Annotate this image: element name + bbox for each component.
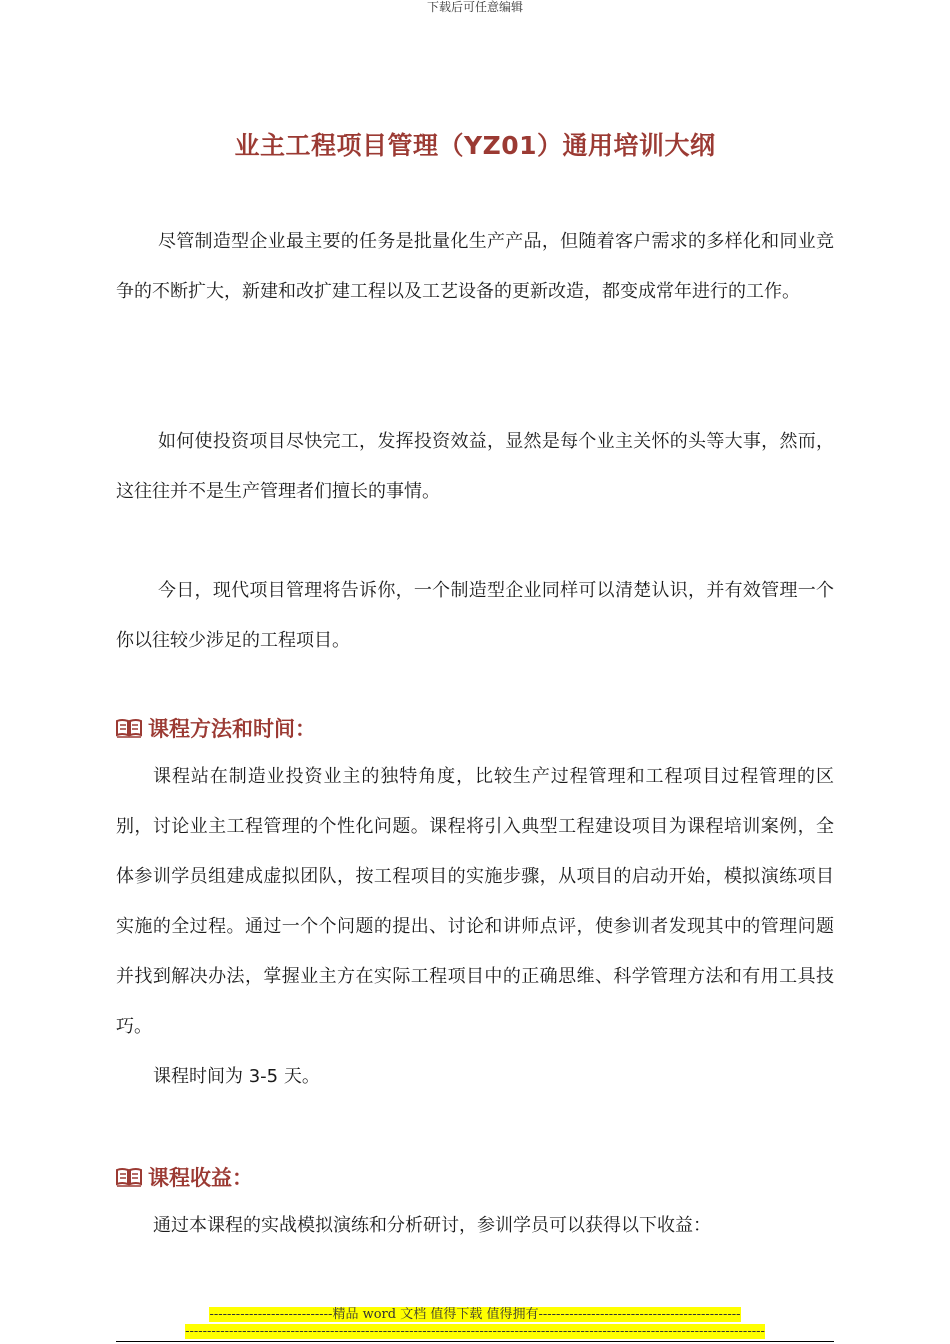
duration-paragraph: 课程时间为 3-5 天。 bbox=[153, 1066, 320, 1087]
section-heading-method bbox=[116, 713, 316, 743]
footer-banner-dashes: ------------------------------------------------------------------------------------------------------------------------------------ bbox=[185, 1324, 765, 1339]
open-book-icon bbox=[116, 718, 142, 738]
intro-paragraph-2: 如何使投资项目尽快完工，发挥投资效益，显然是每个业主关怀的头等大事，然而，这往往并不是生产管理者们擅长的事情。 bbox=[116, 431, 834, 502]
footer-banner-line-2 bbox=[0, 1324, 950, 1340]
section-heading-benefits bbox=[116, 1162, 253, 1192]
section-heading-label: 课程收益： bbox=[148, 1166, 253, 1190]
benefits-paragraph: 通过本课程的实战模拟演练和分析研讨，参训学员可以获得以下收益： bbox=[153, 1215, 711, 1236]
footer-rule bbox=[116, 1341, 834, 1342]
open-book-icon bbox=[116, 1167, 142, 1187]
header-note: 下载后可任意编辑 bbox=[426, 0, 523, 14]
intro-paragraph-1: 尽管制造型企业最主要的任务是批量化生产产品，但随着客户需求的多样化和同业竞争的不断扩大，新建和改扩建工程以及工艺设备的更新改造，都变成常年进行的工作。 bbox=[116, 231, 834, 302]
document-title: 业主工程项目管理（YZ01）通用培训大纲 bbox=[234, 131, 716, 160]
method-paragraph: 课程站在制造业投资业主的独特角度，比较生产过程管理和工程项目过程管理的区别，讨论业主工程管理的个性化问题。课程将引入典型工程建设项目为课程培训案例，全体参训学员组建成虚拟团队，按工程项目的实施步骤，从项目的启动开始，模拟演练项目实施的全过程。通过一个个问题的提出、讨论和讲师点评，使参训者发现其中的管理问题并找到解决办法，掌握业主方在实际工程项目中的正确思维、科学管理方法和有用工具技巧。 bbox=[116, 766, 834, 1037]
intro-paragraph-3: 今日，现代项目管理将告诉你，一个制造型企业同样可以清楚认识，并有效管理一个你以往较少涉足的工程项目。 bbox=[116, 580, 834, 651]
footer-banner-line-1 bbox=[0, 1307, 950, 1323]
section-heading-label: 课程方法和时间： bbox=[148, 717, 316, 741]
footer-banner-text: ----------------------------精品 word 文档 值得下载 值得拥有---------------------------------------------- bbox=[209, 1307, 741, 1322]
